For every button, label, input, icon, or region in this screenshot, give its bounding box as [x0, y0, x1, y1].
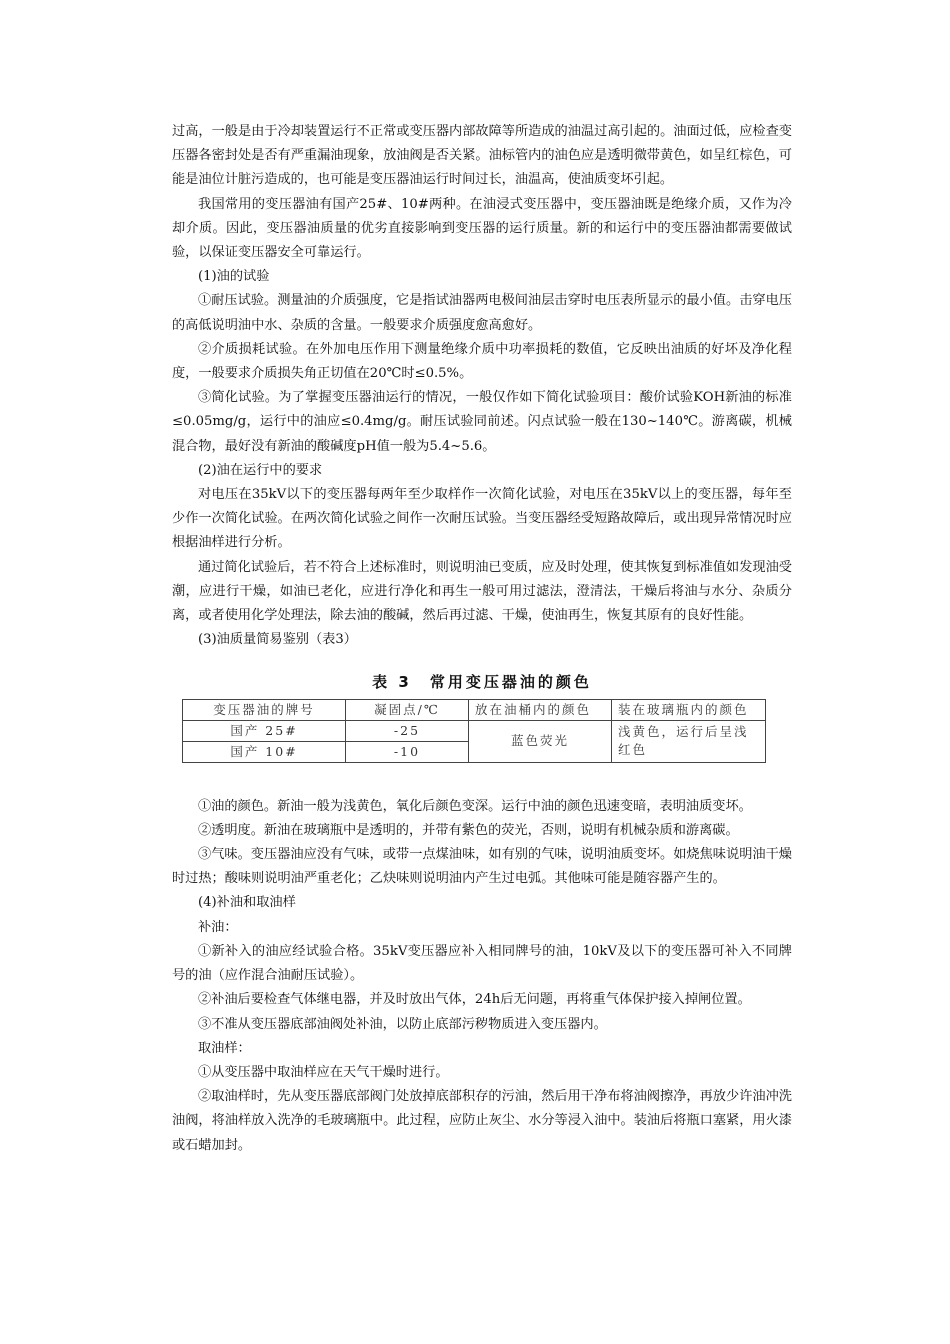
- section-heading: (4)补油和取油样: [198, 895, 296, 911]
- table-header-cell: 变压器油的牌号: [183, 699, 346, 720]
- document-page: [172, 120, 792, 1158]
- paragraph: 我国常用的变压器油有国产25#、10#两种。在油浸式变压器中，变压器油既是绝缘介质，又作为冷却介质。因此，变压器油质量的优劣直接影响到变压器的运行质量。新的和运行中的变压器油都需要做试验，以保证变压器安全可靠运行。: [172, 196, 792, 261]
- paragraph: ②介质损耗试验。在外加电压作用下测量绝缘介质中功率损耗的数值，它反映出油质的好坏及净化程度，一般要求介质损失角正切值在20℃时≤0.5%。: [172, 341, 792, 382]
- paragraph: ①新补入的油应经试验合格。35kV变压器应补入相同牌号的油，10kV及以下的变压器可补入不同牌号的油（应作混合油耐压试验）。: [172, 943, 792, 984]
- paragraph: ①耐压试验。测量油的介质强度，它是指试油器两电极间油层击穿时电压表所显示的最小值。击穿电压的高低说明油中水、杂质的含量。一般要求介质强度愈高愈好。: [172, 293, 792, 333]
- table-header-cell: 装在玻璃瓶内的颜色: [612, 699, 766, 720]
- table-cell-grade: 国产 25#: [183, 720, 346, 741]
- table-cell-barrel-color: 蓝色荧光: [469, 720, 612, 762]
- table-cell-bottle-color: 浅黄色，运行后呈浅红色: [612, 720, 766, 762]
- section-heading: (1)油的试验: [198, 269, 270, 285]
- paragraph: ③简化试验。为了掌握变压器油运行的情况，一般仅作如下简化试验项目：酸价试验KOH新油的标准≤0.05mg/g，运行中的油应≤0.4mg/g。耐压试验同前述。闪点试验一般在130~140℃。游离碳，机械混合物，最好没有新油的酸碱度pH值一般为5.4~5.6。: [172, 390, 792, 454]
- table-row: [183, 720, 766, 741]
- sub-heading: 补油：: [198, 919, 238, 935]
- table-cell-grade: 国产 10#: [183, 741, 346, 762]
- paragraph: ②取油样时，先从变压器底部阀门处放掉底部积存的污油，然后用干净布将油阀擦净，再放少许油冲洗油阀，将油样放入洗净的毛玻璃瓶中。此过程，应防止灰尘、水分等浸入油中。装油后将瓶口塞紧，用火漆或石蜡加封。: [172, 1089, 792, 1153]
- paragraph: ③气味。变压器油应没有气味，或带一点煤油味，如有别的气味，说明油质变坏。如烧焦味说明油干燥时过热；酸味则说明油严重老化；乙炔味则说明油内产生过电弧。其他味可能是随容器产生的。: [172, 847, 792, 887]
- oil-color-table: [182, 699, 766, 763]
- paragraph: ①从变压器中取油样应在天气干燥时进行。: [198, 1064, 449, 1080]
- table-header-row: [183, 699, 766, 720]
- paragraph: 对电压在35kV以下的变压器每两年至少取样作一次简化试验，对电压在35kV以上的变压器，每年至少作一次简化试验。在两次简化试验之间作一次耐压试验。当变压器经受短路故障后，或出现异常情况时应根据油样进行分析。: [172, 487, 792, 551]
- section-heading: (2)油在运行中的要求: [198, 462, 323, 478]
- sub-heading: 取油样：: [198, 1040, 251, 1056]
- paragraph: ②补油后要检查气体继电器，并及时放出气体，24h后无问题，再将重气体保护接入掉闸位置。: [198, 992, 751, 1008]
- table-header-cell: 放在油桶内的颜色: [469, 699, 612, 720]
- paragraph: 通过简化试验后，若不符合上述标准时，则说明油已变质，应及时处理，使其恢复到标准值如发现油受潮，应进行干燥，如油已老化，应进行净化和再生一般可用过滤法，澄清法，干燥后将油与水分、杂质分离，或者使用化学处理法，除去油的酸碱，然后再过滤、干燥，使油再生，恢复其原有的良好性能。: [172, 559, 792, 624]
- section-heading: (3)油质量简易鉴别（表3）: [198, 632, 357, 648]
- paragraph: ③不准从变压器底部油阀处补油，以防止底部污秽物质进入变压器内。: [198, 1016, 607, 1032]
- paragraph: 过高，一般是由于冷却装置运行不正常或变压器内部故障等所造成的油温过高引起的。油面过低，应检查变压器各密封处是否有严重漏油现象，放油阀是否关紧。油标管内的油色应是透明微带黄色，如呈红棕色，可能是油位计脏污造成的，也可能是变压器油运行时间过长，油温高，使油质变坏引起。: [172, 124, 792, 188]
- table-cell-freeze: -10: [346, 741, 469, 762]
- paragraph: ①油的颜色。新油一般为浅黄色，氧化后颜色变深。运行中油的颜色迅速变暗，表明油质变坏。: [198, 798, 752, 814]
- table-cell-freeze: -25: [346, 720, 469, 741]
- table-header-cell: 凝固点/℃: [346, 699, 469, 720]
- paragraph: ②透明度。新油在玻璃瓶中是透明的，并带有紫色的荧光，否则，说明有机械杂质和游离碳。: [198, 822, 739, 838]
- table-title: 表 3 常用变压器油的颜色: [372, 673, 592, 692]
